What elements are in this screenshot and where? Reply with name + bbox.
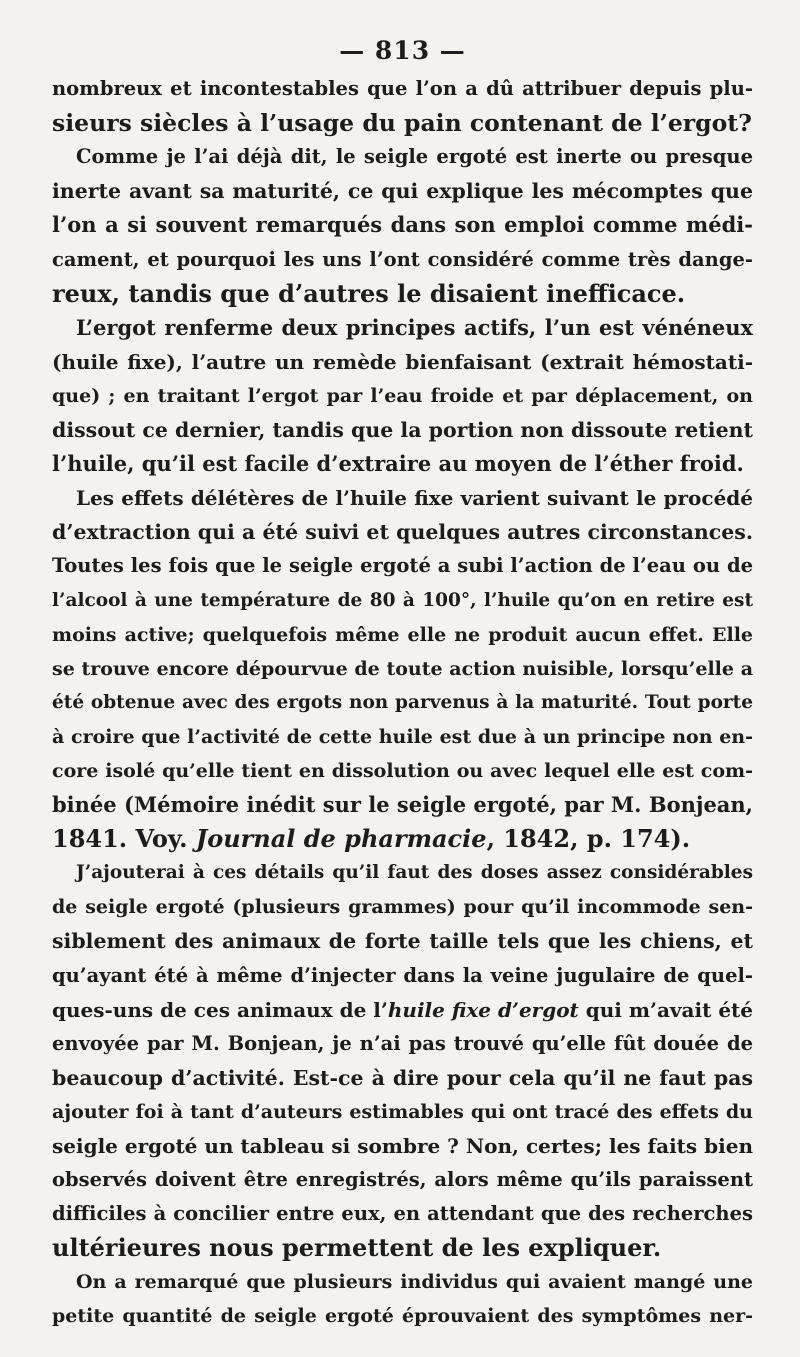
text-line: petite quantité de seigle ergoté éprouvaient des symptômes ner-: [52, 1305, 753, 1328]
text-line: ajouter foi à tant d’auteurs estimables qui ont tracé des effets du: [52, 1100, 753, 1123]
text-line: (huile fixe), l’autre un remède bienfaisant (extrait hémostati-: [52, 349, 753, 374]
text-line: à croire que l’activité de cette huile est due à un principe non en-: [52, 725, 753, 748]
text-line: observés doivent être enregistrés, alors même qu’ils paraissent: [52, 1168, 753, 1192]
page-number: — 813 —: [339, 36, 466, 65]
text-line: dissout ce dernier, tandis que la portion non dissoute retient: [52, 418, 753, 443]
text-line: l’alcool à une température de 80 à 100°, l’huile qu’on en retire est: [52, 589, 753, 611]
text-line: J’ajouterai à ces détails qu’il faut des doses assez considérables: [76, 862, 753, 884]
paragraph-6: [52, 1265, 753, 1333]
text-line: ques-uns de ces animaux de l’huile fixe d’ergot qui m’avait été: [52, 997, 754, 1022]
text-line: Les effets délétères de l’huile fixe varient suivant le procédé: [76, 486, 753, 511]
text-line: core isolé qu’elle tient en dissolution ou avec lequel elle est com-: [52, 759, 753, 782]
text-line: d’extraction qui a été suivi et quelques autres circonstances.: [52, 520, 753, 545]
text-line: cament, et pourquoi les uns l’ont considéré comme très dange-: [52, 247, 753, 271]
text-line: l’huile, qu’il est facile d’extraire au moyen de l’éther froid.: [52, 451, 744, 477]
paragraph-1: [52, 72, 753, 140]
text-line: moins active; quelquefois même elle ne produit aucun effet. Elle: [52, 623, 753, 646]
italic-phrase: huile fixe d’ergot: [387, 997, 579, 1022]
text-line: de seigle ergoté (plusieurs grammes) pour qu’il incommode sen-: [52, 896, 753, 919]
text-line: ultérieures nous permettent de les expliquer.: [52, 1233, 662, 1263]
text-line: se trouve encore dépourvue de toute action nuisible, lorsqu’elle a: [52, 657, 753, 680]
text-line: On a remarqué que plusieurs individus qui avaient mangé une: [76, 1271, 753, 1294]
text-line: été obtenue avec des ergots non parvenus à la maturité. Tout porte: [52, 691, 753, 713]
paragraph-5: [52, 856, 753, 1265]
text-line: siblement des animaux de forte taille tels que les chiens, et: [52, 929, 753, 954]
text-line: L’ergot renferme deux principes actifs, l’un est vénéneux: [76, 314, 753, 340]
text-line: l’on a si souvent remarqués dans son emploi comme médi-: [52, 212, 753, 238]
text-line: Comme je l’ai déjà dit, le seigle ergoté est inerte ou presque: [76, 145, 753, 169]
text-line: binée (Mémoire inédit sur le seigle ergoté, par M. Bonjean,: [52, 792, 753, 818]
text-line: beaucoup d’activité. Est-ce à dire pour cela qu’il ne faut pas: [52, 1065, 753, 1090]
text-line: sieurs siècles à l’usage du pain contenant de l’ergot?: [52, 109, 752, 138]
text-line: seigle ergoté un tableau si sombre ? Non, certes; les faits bien: [52, 1134, 753, 1158]
paragraph-4: [52, 481, 753, 856]
text-line: que) ; en traitant l’ergot par l’eau froide et par déplacement, on: [52, 384, 753, 407]
text-line: nombreux et incontestables que l’on a dû attribuer depuis plu-: [52, 77, 753, 101]
text-line: reux, tandis que d’autres le disaient inefficace.: [52, 278, 686, 308]
text-line: difficiles à concilier entre eux, en attendant que des recherches: [52, 1202, 753, 1226]
italic-phrase: Journal de pharmacie: [195, 824, 487, 854]
text-line: Toutes les fois que le seigle ergoté a subi l’action de l’eau ou de: [52, 554, 753, 578]
paragraph-3: [52, 311, 753, 481]
text-line-with-journal-title: 1841. Voy. Journal de pharmacie, 1842, p. 174).: [52, 824, 691, 854]
text-line: qu’ayant été à même d’injecter dans la veine jugulaire de quel-: [52, 963, 753, 987]
text-line: envoyée par M. Bonjean, je n’ai pas trouvé qu’elle fût douée de: [52, 1031, 753, 1055]
text-line: inerte avant sa maturité, ce qui explique les mécomptes que: [52, 179, 753, 204]
paragraph-2: [52, 140, 753, 310]
